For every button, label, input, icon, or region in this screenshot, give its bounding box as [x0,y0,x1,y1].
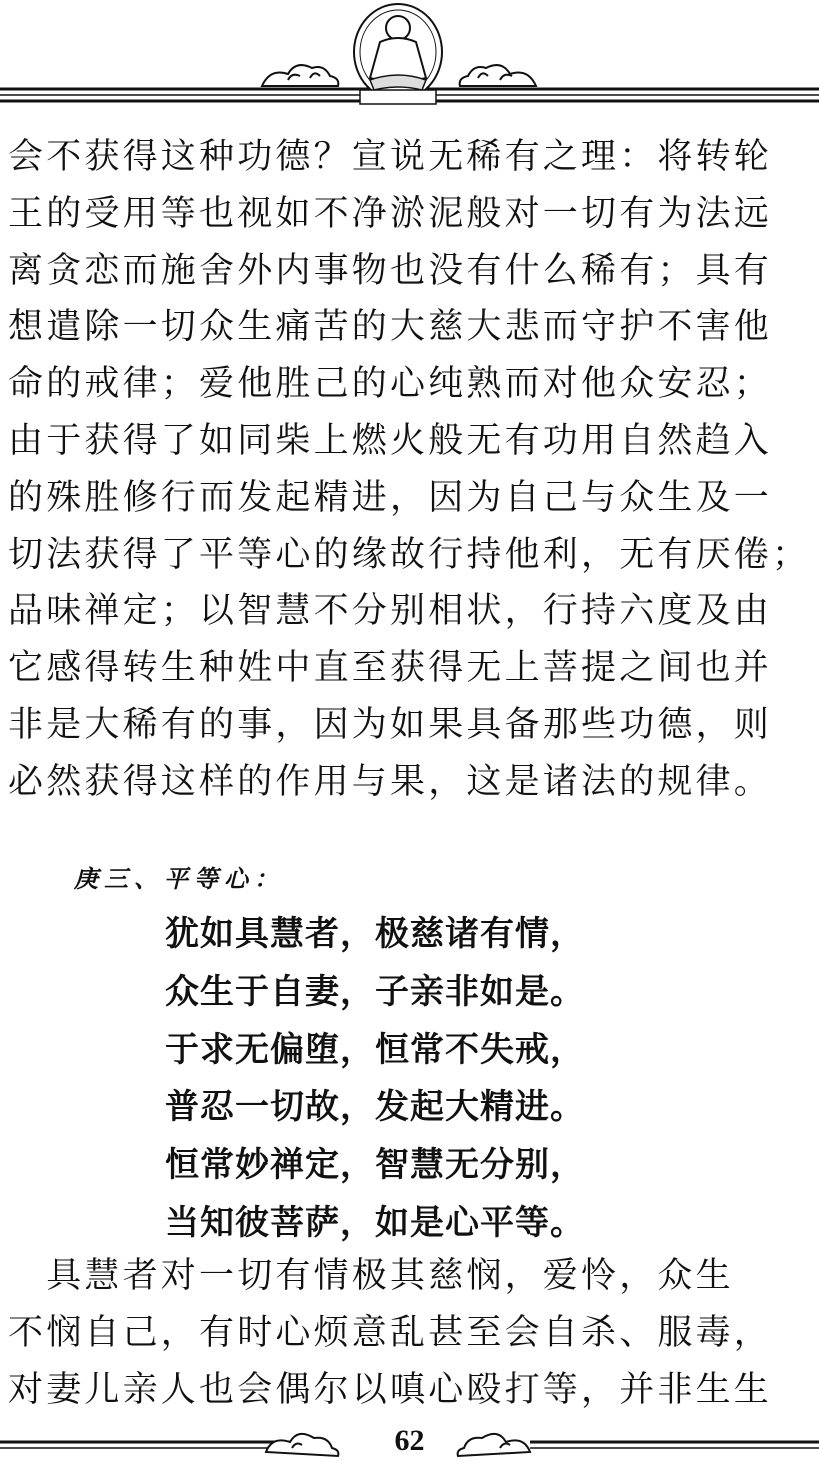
verse-line-5: 恒常妙禅定，智慧无分别， [165,1145,585,1186]
verse-line-4: 普忍一切故，发起大精进。 [165,1087,585,1128]
commentary-text [8,1248,808,1418]
body-line-11: 非是大稀有的事，因为如果具备那些功德，则 [8,704,773,745]
body-line-6: 由于获得了如同柴上燃火般无有功用自然趋入 [8,420,773,461]
verse-block [165,906,585,1253]
body-line-8: 切法获得了平等心的缘故行持他利，无有厌倦； [8,534,811,575]
body-line-5: 命的戒律；爱他胜己的心纯熟而对他众安忍； [8,364,773,405]
body-line-4: 想遣除一切众生痛苦的大慈大悲而守护不害他 [8,307,773,348]
verse-line-2: 众生于自妻，子亲非如是。 [165,971,585,1012]
body-line-2: 王的受用等也视如不净淤泥般对一切有为法远 [8,193,773,234]
verse-line-3: 于求无偏堕，恒常不失戒， [165,1029,585,1070]
cloud-ornament-right [460,65,536,86]
page-number: 62 [394,1424,425,1457]
body-line-12: 必然获得这样的作用与果，这是诸法的规律。 [8,761,773,802]
body-line-10: 它感得转生种姓中直至获得无上菩提之间也并 [8,648,773,689]
header-ornament [0,0,819,112]
comment-line-1: 具慧者对一切有情极其慈悯，爱怜，众生 [8,1256,734,1296]
verse-line-1: 犹如具慧者，极慈诸有情， [165,914,585,954]
comment-line-2: 不悯自己，有时心烦意乱甚至会自杀、服毒， [8,1312,773,1353]
body-line-1: 会不获得这种功德？宣说无稀有之理：将转轮 [8,137,773,177]
cloud-ornament-left [262,65,338,86]
comment-line-3: 对妻儿亲人也会偶尔以嗔心殴打等，并非生生 [8,1369,773,1410]
body-line-3: 离贪恋而施舍外内事物也没有什么稀有；具有 [8,250,773,291]
body-text [8,129,811,811]
verse-line-6: 当知彼菩萨，如是心平等。 [165,1202,585,1243]
body-line-7: 的殊胜修行而发起精进，因为自己与众生及一 [8,477,773,518]
section-heading: 庚三、平等心： [74,864,284,893]
body-line-9: 品味禅定；以智慧不分别相状，行持六度及由 [8,591,773,632]
